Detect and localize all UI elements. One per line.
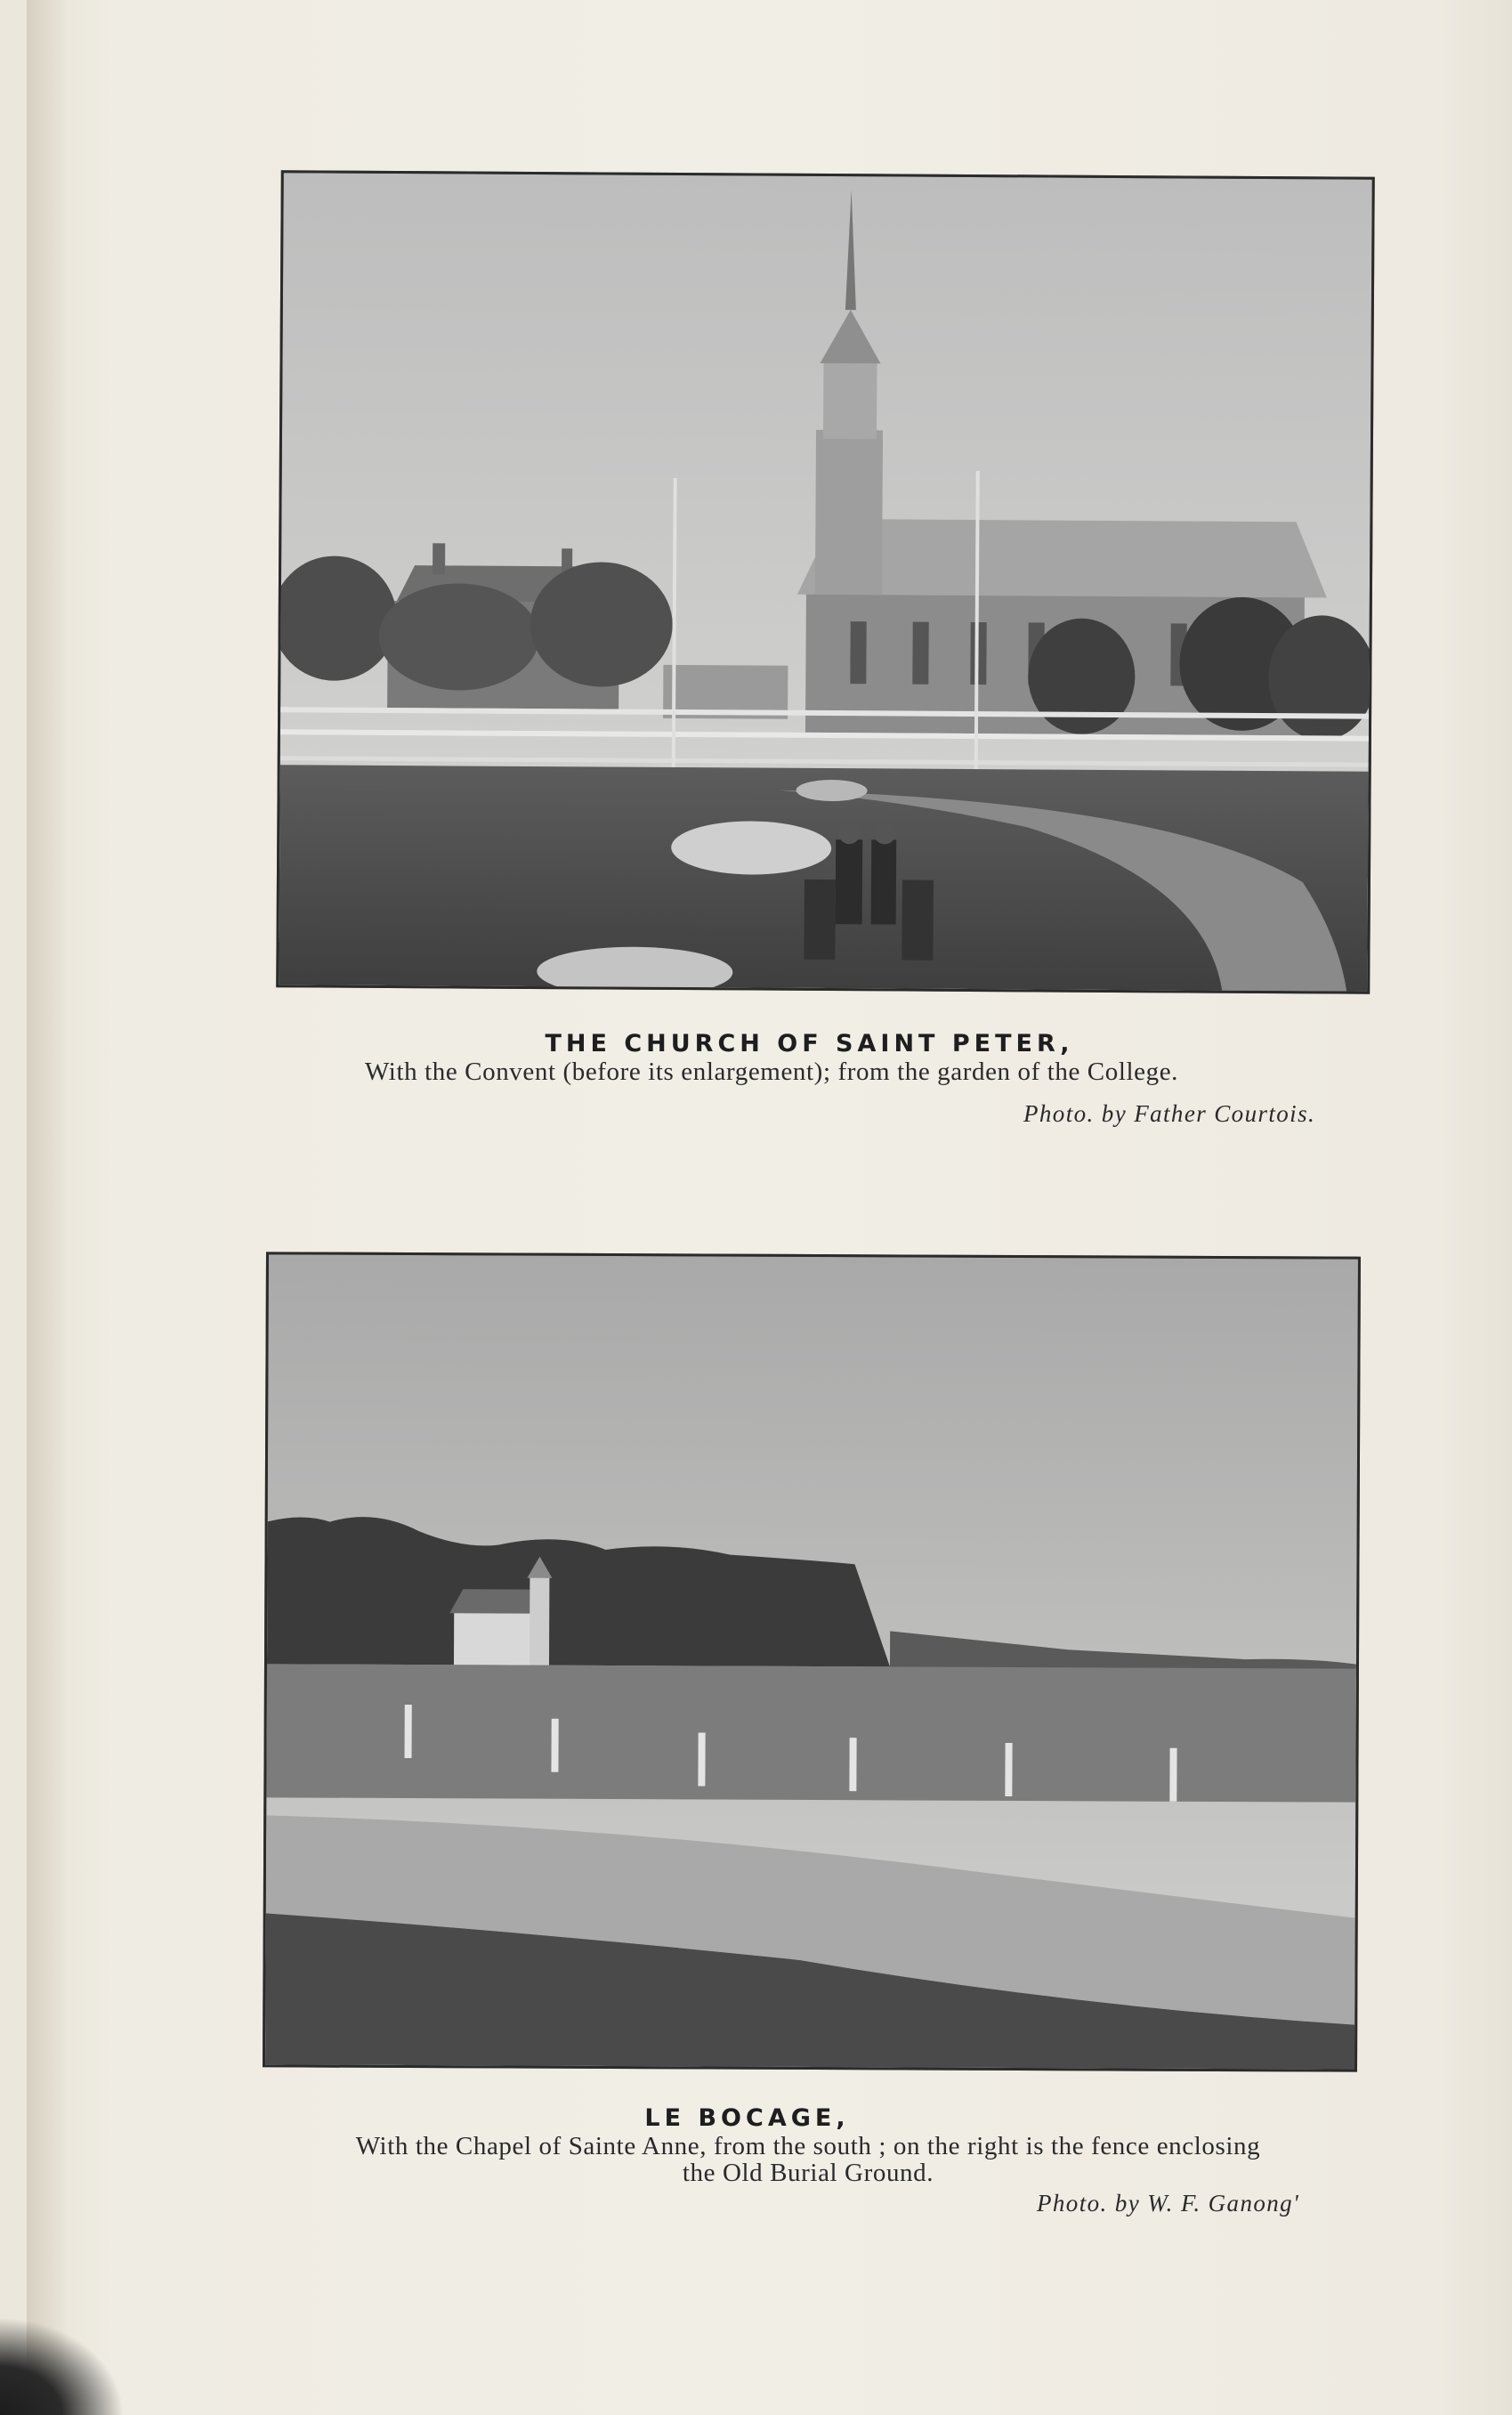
page-gutter [27, 0, 68, 2415]
bocage-photo-caption [292, 2133, 1324, 2186]
bocage-caption-line-1: With the Chapel of Sainte Anne, from the south ; on the right is the fence enclosing [355, 2132, 1261, 2160]
church-photograph [276, 170, 1375, 993]
bocage-photo-title: LE BOCAGE, [644, 2104, 850, 2132]
church-photo-credit: Photo. by Father Courtois. [1023, 1100, 1316, 1127]
bocage-photo-credit: Photo. by W. F. Ganong' [1037, 2190, 1300, 2216]
church-photo-caption: With the Convent (before its enlargement); from the garden of the College. [365, 1058, 1179, 1086]
bocage-caption-line-2: the Old Burial Ground. [682, 2159, 934, 2187]
church-photo-title: THE CHURCH OF SAINT PETER, [545, 1030, 1074, 1058]
bocage-photograph [263, 1252, 1361, 2071]
scan-corner-shadow [0, 2317, 125, 2415]
